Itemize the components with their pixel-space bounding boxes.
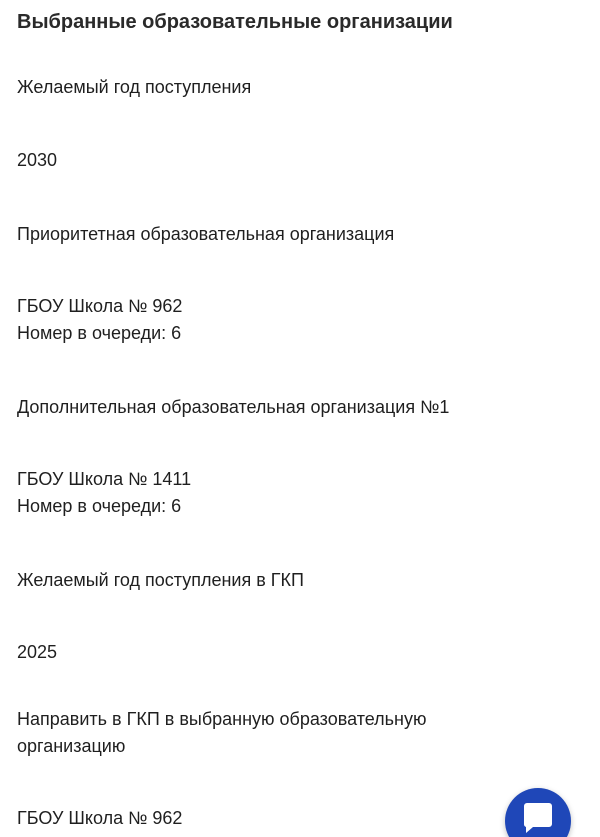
additional-org-1-queue: Номер в очереди: 6 <box>17 496 182 516</box>
gkp-direct-org-name: ГБОУ Школа № 962 <box>17 808 183 828</box>
priority-org-label: Приоритетная образовательная организация <box>17 224 395 244</box>
gkp-year-value: 2025 <box>17 642 58 662</box>
gkp-direct-label: Направить в ГКП в выбранную образовательную организацию <box>17 709 427 756</box>
chat-bubble-icon <box>523 802 553 836</box>
desired-year-label: Желаемый год поступления <box>17 77 252 97</box>
desired-year-value: 2030 <box>17 150 58 170</box>
chat-button[interactable] <box>505 788 571 837</box>
section-title: Выбранные образовательные организации <box>17 11 453 33</box>
priority-org-name: ГБОУ Школа № 962 <box>17 296 183 316</box>
additional-org-1-label: Дополнительная образовательная организация №1 <box>17 397 450 417</box>
gkp-year-label: Желаемый год поступления в ГКП <box>17 570 304 590</box>
additional-org-1-name: ГБОУ Школа № 1411 <box>17 469 192 489</box>
priority-org-queue: Номер в очереди: 6 <box>17 323 182 343</box>
